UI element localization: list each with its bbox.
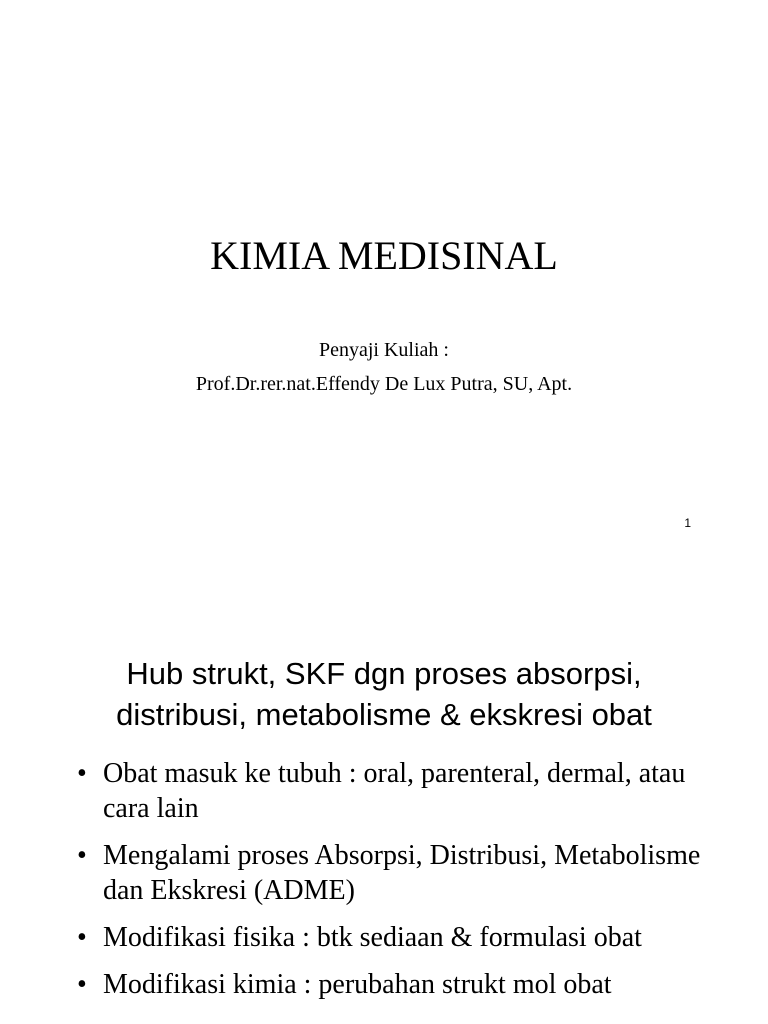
slide-heading-line-1: Hub strukt, SKF dgn proses absorpsi, bbox=[126, 656, 642, 691]
bullet-dot-icon: • bbox=[77, 840, 87, 871]
slide-heading bbox=[0, 653, 768, 735]
slide-heading-line-2: distribusi, metabolisme & ekskresi obat bbox=[116, 697, 652, 732]
bullet-item bbox=[77, 838, 717, 908]
bullet-item bbox=[77, 920, 717, 955]
bullet-text: Modifikasi kimia : perubahan strukt mol obat bbox=[103, 969, 612, 1000]
slide-page-2 bbox=[0, 600, 768, 1024]
bullet-item bbox=[77, 967, 717, 1002]
bullet-dot-icon: • bbox=[77, 922, 87, 953]
bullet-list bbox=[77, 756, 717, 1014]
bullet-dot-icon: • bbox=[77, 969, 87, 1000]
presenter-name: Prof.Dr.rer.nat.Effendy De Lux Putra, SU, Apt. bbox=[195, 373, 573, 395]
bullet-dot-icon: • bbox=[77, 758, 87, 789]
bullet-text: Modifikasi fisika : btk sediaan & formulasi obat bbox=[103, 922, 642, 953]
bullet-item bbox=[77, 756, 717, 826]
slide-title: KIMIA MEDISINAL bbox=[210, 233, 558, 278]
presenter-label: Penyaji Kuliah : bbox=[319, 339, 449, 361]
page-number: 1 bbox=[684, 516, 691, 530]
bullet-text: Obat masuk ke tubuh : oral, parenteral, dermal, atau cara lain bbox=[103, 758, 686, 824]
bullet-text: Mengalami proses Absorpsi, Distribusi, Metabolisme dan Ekskresi (ADME) bbox=[103, 840, 701, 906]
